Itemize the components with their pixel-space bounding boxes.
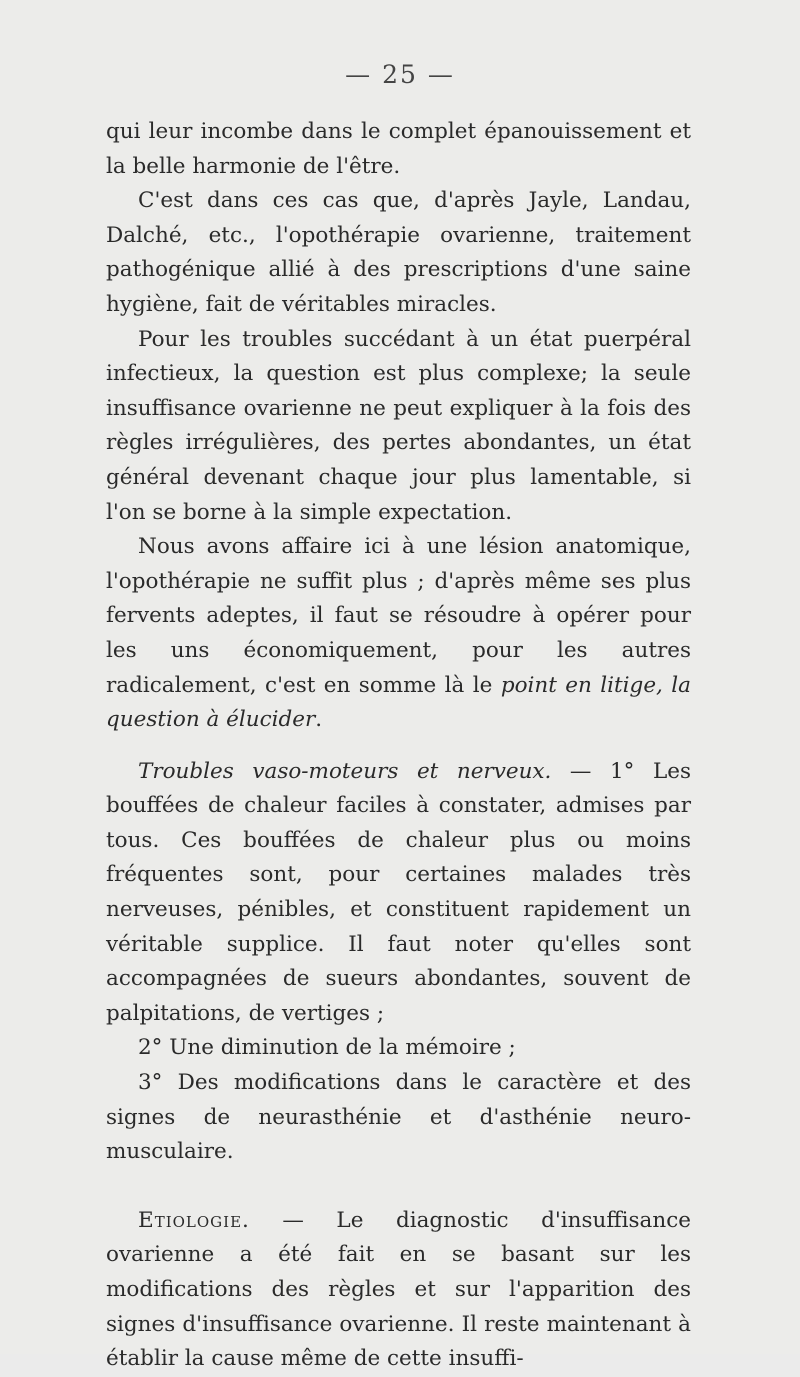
paragraph-7: 3° Des modifications dans le caractère et des signes de neurasthénie et d'asthénie neuro-musculaire. bbox=[106, 1070, 691, 1165]
page-number: — 25 — bbox=[345, 60, 455, 89]
paragraph-1: qui leur incombe dans le complet épanouissement et la belle harmonie de l'être. bbox=[106, 119, 691, 179]
paragraph-2: C'est dans ces cas que, d'après Jayle, Landau, Dalché, etc., l'opothérapie ovarienne, traitement pathogénique allié à des prescriptions d'une saine hygiène, fait de véritables miracles. bbox=[106, 188, 691, 317]
paragraph-8-text: — Le diagnostic d'insuffisance ovarienne a été fait en se basant sur les modifications des règles et sur l'apparition des signes d'insuffisance ovarienne. Il reste maintenant à établir la cause même de cette insuffi- bbox=[106, 1207, 691, 1372]
section-heading-etiologie: Etiologie. bbox=[138, 1207, 250, 1233]
section-title-troubles: Troubles vaso-moteurs et nerveux. bbox=[138, 758, 552, 784]
paragraph-4-end: . bbox=[315, 707, 323, 733]
paragraph-4-italic: point en litige, la question à élucider bbox=[106, 672, 691, 733]
paragraph-5-text: — 1° Les bouffées de chaleur faciles à constater, admises par tous. Ces bouffées de chaleur plus ou moins fréquentes sont, pour certaines malades très nerveuses, pénibles, et constituent rapidement un véritable supplice. Il faut noter qu'elles sont accompagnées de sueurs abondantes, souvent de palpitations, de vertiges ; bbox=[106, 758, 691, 1026]
paragraph-8 bbox=[106, 1204, 691, 1377]
paragraph-4 bbox=[106, 530, 691, 738]
paragraph-6: 2° Une diminution de la mémoire ; bbox=[138, 1035, 516, 1061]
paragraph-4-article: le bbox=[472, 672, 493, 698]
body-text bbox=[106, 115, 691, 1377]
paragraph-4-text: Nous avons affaire ici à une lésion anatomique, l'opothérapie ne suffit plus ; d'après même ses plus fervents adeptes, il faut se résoudre à opérer pour les uns économiquement, pour les autres radicalement, c'est en somme là bbox=[106, 534, 691, 698]
paragraph-3: Pour les troubles succédant à un état puerpéral infectieux, la question est plus complexe; la seule insuffisance ovarienne ne peut expliquer à la fois des règles irrégulières, des pertes abondantes, un état général devenant chaque jour plus lamentable, si l'on se borne à la simple expectation. bbox=[106, 326, 691, 525]
paragraph-5 bbox=[106, 755, 691, 1032]
